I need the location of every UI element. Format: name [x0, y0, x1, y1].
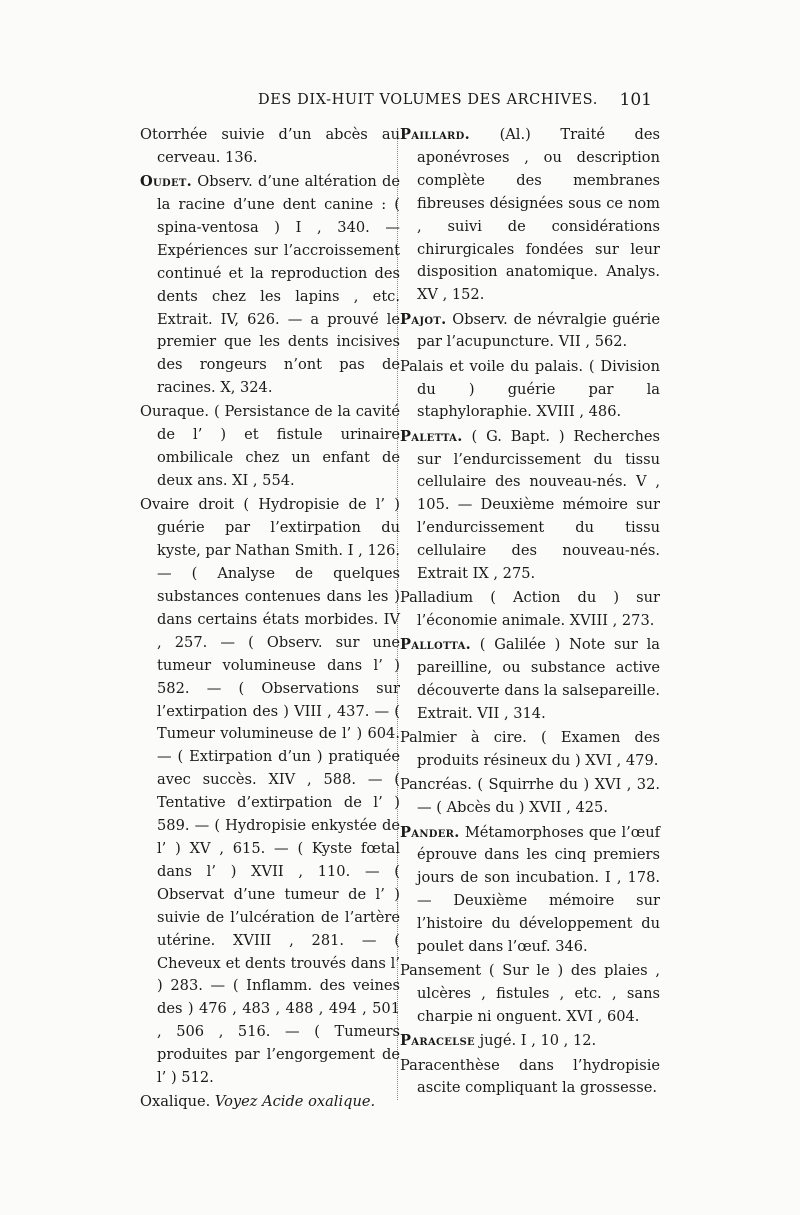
index-entry-paracenthese: Paracenthèse dans l’hydropisie ascite compliquant la grossesse. — [400, 1056, 660, 1097]
index-entry-palladium: Palladium ( Action du ) sur l’économie animale. XVIII , 273. — [400, 589, 660, 630]
right-column — [400, 124, 660, 1102]
index-entry-oudet: Oudet. Observ. d’une altération de la racine d’une dent canine : ( spina-ventosa ) I , 340. — Expériences sur l’accroissement continué et la reproduction des dents chez les lapins , etc. Extrait. IV, 626. — a prouvé le premier que les dents incisives des rongeurs n’ont pas de racines. X, 324. — [140, 173, 400, 397]
left-column — [140, 124, 400, 1115]
index-entry-paillard: Paillard. (Al.) Traité des aponévroses , ou description complète des membranes fibreuses désignées sous ce nom , suivi de considérations chirurgicales fondées sur leur disposition anatomique. Analys. XV , 152. — [400, 126, 660, 304]
running-title: DES DIX-HUIT VOLUMES DES ARCHIVES. — [258, 92, 598, 108]
index-entry-pansement: Pansement ( Sur le ) des plaies , ulcères , fistules , etc. , sans charpie ni onguent. XVI , 604. — [400, 962, 660, 1026]
index-entry-pancreas: Pancréas. ( Squirrhe du ) XVI , 32. — ( Abcès du ) XVII , 425. — [400, 776, 660, 817]
page-number: 101 — [619, 90, 652, 110]
index-entry-paracelse: Paracelse jugé. I , 10 , 12. — [400, 1032, 597, 1050]
index-entry-palais: Palais et voile du palais. ( Division du ) guérie par la staphyloraphie. XVIII , 486. — [400, 357, 660, 421]
index-entry-palmier: Palmier à cire. ( Examen des produits résineux du ) XVI , 479. — [400, 729, 660, 770]
index-entry-ouraque: Ouraque. ( Persistance de la cavité de l’ ) et fistule urinaire ombilicale chez un enfant de deux ans. XI , 554. — [140, 403, 400, 490]
index-entry-pajot: Pajot. Observ. de névralgie guérie par l’acupuncture. VII , 562. — [400, 310, 660, 351]
running-head — [140, 92, 660, 118]
index-entry-pallotta: Pallotta. ( Galilée ) Note sur la pareilline, ou substance active découverte dans la salsepareille. Extrait. VII , 314. — [400, 636, 660, 723]
index-entry-otorrhee: Otorrhée suivie d’un abcès au cerveau. 136. — [140, 126, 400, 166]
index-entry-pander: Pander. Métamorphoses que l’œuf éprouve dans les cinq premiers jours de son incubation. I , 178. — Deuxième mémoire sur l’histoire du développement du poulet dans l’œuf. 346. — [400, 823, 660, 956]
index-entry-ovaire: Ovaire droit ( Hydropisie de l’ ) guérie par l’extirpation du kyste, par Nathan Smith. I , 126. — ( Analyse de quelques substances contenues dans les ) dans certains états morbides. IV , 257. — ( Observ. sur une tumeur volumineuse dans l’ ) 582. — ( Observations sur l’extirpation des ) VIII , 437. — ( Tumeur volumineuse de l’ ) 604. — ( Extirpation d’un ) pratiquée avec succès. XIV , 588. — ( Tentative d’extirpation de l’ ) 589. — ( Hydropisie enkystée de l’ ) XV , 615. — ( Kyste fœtal dans l’ ) XVII , 110. — ( Observat d’une tumeur de l’ ) suivie de l’ulcération de l’artère utérine. XVIII , 281. — ( Cheveux et dents trouvés dans l’ ) 283. — ( Inflamm. des veines des ) 476 , 483 , 488 , 494 , 501 , 506 , 516. — ( Tumeurs produites par l’engorgement de l’ ) 512. — [140, 496, 400, 1087]
index-entry-oxalique: Oxalique. Voyez Acide oxalique. — [140, 1093, 376, 1111]
index-entry-paletta: Paletta. ( G. Bapt. ) Recherches sur l’endurcissement du tissu cellulaire des nouveau-nés. V , 105. — Deuxième mémoire sur l’endurcissement du tissu cellulaire des nouveau-nés. Extrait IX , 275. — [400, 427, 660, 583]
